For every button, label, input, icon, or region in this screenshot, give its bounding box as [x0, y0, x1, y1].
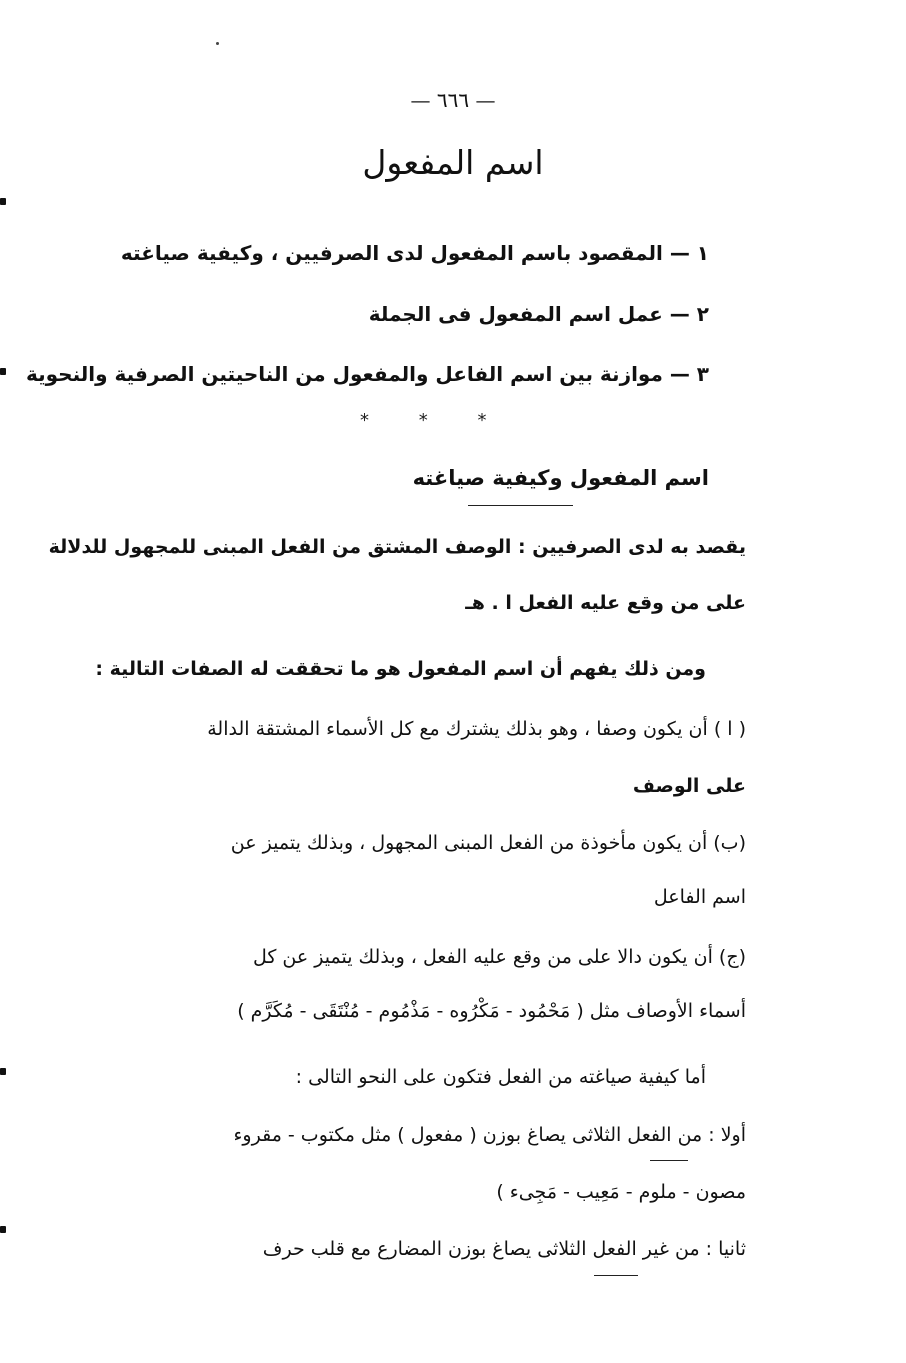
page-edge-mark — [0, 198, 6, 205]
item-a-line-1: ( ا ) أن يكون وصفا ، وهو بذلك يشترك مع كل الأسماء المشتقة الدالة — [207, 718, 746, 740]
contents-item-3: ٣ — موازنة بين اسم الفاعل والمفعول من الناحيتين الصرفية والنحوية — [26, 362, 709, 386]
heading-underline — [468, 505, 573, 506]
contents-item-2: ٢ — عمل اسم المفعول فى الجملة — [368, 302, 709, 326]
item-c-line-1: (ج) أن يكون دالا على من وقع عليه الفعل ، وبذلك يتميز عن كل — [252, 946, 746, 968]
contents-item-1: ١ — المقصود باسم المفعول لدى الصرفيين ، وكيفية صياغته — [120, 241, 709, 265]
section-separator: * * * — [360, 410, 509, 431]
formation-intro: أما كيفية صياغته من الفعل فتكون على النحو التالى : — [295, 1066, 706, 1088]
first-label-underline — [650, 1160, 688, 1161]
second-label-underline — [594, 1275, 638, 1276]
item-b-line-2: اسم الفاعل — [653, 886, 746, 908]
definition-line-1: يقصد به لدى الصرفيين : الوصف المشتق من الفعل المبنى للمجهول للدلالة — [48, 536, 746, 558]
item-a-line-2: على الوصف — [632, 775, 746, 797]
first-rule-line-1: أولا : من الفعل الثلاثى يصاغ بوزن ( مفعول ) مثل مكتوب - مقروء — [233, 1124, 746, 1146]
page-title: اسم المفعول — [362, 143, 544, 182]
item-c-line-2: أسماء الأوصاف مثل ( مَحْمُود - مَكْرُوه - مَذْمُوم - مُنْتَقَى - مُكَرَّم ) — [237, 1000, 746, 1022]
item-b-line-1: (ب) أن يكون مأخوذة من الفعل المبنى المجهول ، وبذلك يتميز عن — [230, 832, 746, 854]
page-edge-mark — [0, 1226, 6, 1233]
intro-paragraph: ومن ذلك يفهم أن اسم المفعول هو ما تحققت له الصفات التالية : — [95, 658, 706, 680]
section-heading: اسم المفعول وكيفية صياغته — [412, 466, 709, 490]
scan-speck — [216, 42, 219, 45]
first-rule-line-2: مصون - ملوم - مَعِيب - مَجِىء ) — [496, 1181, 746, 1203]
second-rule-line-1: ثانيا : من غير الفعل الثلاثى يصاغ بوزن المضارع مع قلب حرف — [262, 1238, 746, 1260]
page-edge-mark — [0, 368, 6, 375]
definition-line-2: على من وقع عليه الفعل ا . هـ — [465, 592, 746, 614]
page-number: — ٦٦٦ — — [410, 88, 496, 112]
page-edge-mark — [0, 1068, 6, 1075]
